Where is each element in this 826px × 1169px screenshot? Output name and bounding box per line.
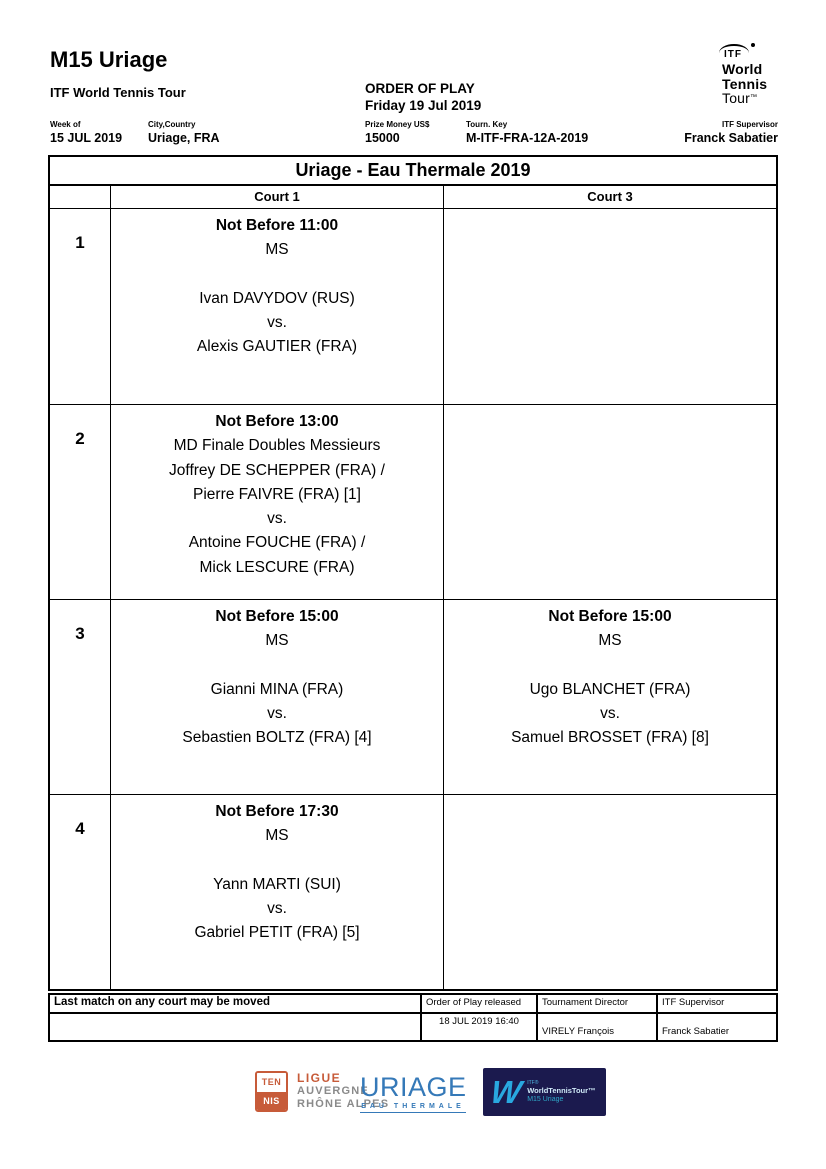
- match-line: Antoine FOUCHE (FRA) /: [188, 534, 366, 552]
- match-line: Alexis GAUTIER (FRA): [196, 338, 358, 356]
- court1-column-header: Court 1: [254, 189, 300, 204]
- released-label: Order of Play released: [422, 995, 536, 1012]
- match-line: Joffrey DE SCHEPPER (FRA) /: [169, 461, 385, 479]
- tourn-key-value: M-ITF-FRA-12A-2019: [466, 131, 589, 145]
- itf-supervisor-footer-label: ITF Supervisor: [658, 995, 776, 1012]
- court3-match-cell: [443, 600, 776, 794]
- wtt-itf-abbr: ITF®: [527, 1080, 539, 1086]
- court3-match-cell: [443, 209, 776, 404]
- match-line: MS: [265, 241, 289, 259]
- itf-supervisor-footer-value: Franck Sabatier: [658, 1014, 776, 1040]
- match-line: [111, 849, 443, 873]
- schedule-rows: [50, 209, 776, 989]
- order-of-play-heading: [365, 80, 481, 114]
- ligue-line3: RHÔNE ALPES: [297, 1098, 390, 1110]
- match-line: Not Before 13:00: [215, 413, 339, 430]
- match-line: [444, 654, 776, 678]
- uriage-eau-thermale-logo: [360, 1073, 466, 1113]
- itf-supervisor-value: Franck Sabatier: [684, 131, 778, 145]
- itf-word-tour: Tour™: [722, 90, 758, 106]
- week-of-label: Week of: [50, 120, 81, 129]
- schedule-row: [50, 209, 776, 404]
- order-of-play-date: Friday 19 Jul 2019: [365, 98, 482, 113]
- schedule-header-row: [50, 186, 776, 209]
- world-tennis-tour-event-logo: [483, 1068, 606, 1116]
- ligue-line2: AUVERGNE: [297, 1085, 369, 1097]
- schedule-table: [48, 155, 778, 991]
- week-of-value: 15 JUL 2019: [50, 131, 123, 145]
- match-line: Not Before 15:00: [215, 608, 339, 625]
- match-line: MD Finale Doubles Messieurs: [173, 437, 381, 455]
- uriage-tagline: EAU THERMALE: [360, 1103, 466, 1113]
- released-value: 18 JUL 2019 16:40: [422, 1014, 536, 1040]
- uriage-wordmark: URIAGE: [360, 1072, 467, 1102]
- tournament-director-label: Tournament Director: [538, 995, 656, 1012]
- court3-match-cell: [443, 405, 776, 599]
- page-title: M15 Uriage: [50, 47, 168, 72]
- match-line: MS: [265, 827, 289, 845]
- match-line: vs.: [600, 705, 620, 723]
- order-of-play-label: ORDER OF PLAY: [365, 81, 475, 96]
- tennis-box-top: TEN: [257, 1073, 286, 1092]
- wtt-event-name: M15 Uriage: [527, 1096, 564, 1103]
- footer-table: [48, 993, 778, 1042]
- wtt-name: WorldTennisTour™: [527, 1086, 596, 1095]
- last-match-note: Last match on any court may be moved: [50, 995, 420, 1012]
- match-line: Mick LESCURE (FRA): [199, 558, 355, 576]
- match-line: vs.: [267, 900, 287, 918]
- match-line: Gianni MINA (FRA): [210, 680, 344, 698]
- itf-world-tennis-tour-logo: [722, 46, 792, 106]
- itf-dot-icon: [751, 43, 755, 47]
- tournament-title: Uriage - Eau Thermale 2019: [48, 155, 778, 186]
- tennis-box-icon: [255, 1071, 288, 1112]
- match-line: [111, 263, 443, 287]
- footer-empty-cell: [50, 1014, 420, 1040]
- itf-supervisor-label: ITF Supervisor: [721, 120, 778, 129]
- court1-match-cell: [111, 209, 443, 404]
- match-line: Sebastien BOLTZ (FRA) [4]: [182, 729, 372, 747]
- tour-subtitle: ITF World Tennis Tour: [50, 85, 186, 100]
- match-number: 3: [50, 600, 111, 794]
- match-number: 4: [50, 795, 111, 989]
- match-line: vs.: [267, 510, 287, 528]
- schedule-row: [50, 404, 776, 599]
- match-line: Gabriel PETIT (FRA) [5]: [194, 924, 360, 942]
- itf-abbr: ITF: [724, 49, 742, 60]
- court3-match-cell: [443, 795, 776, 989]
- ligue-line1: LIGUE: [297, 1071, 342, 1085]
- itf-word-tennis: Tennis: [722, 75, 768, 92]
- court1-match-cell: [111, 795, 443, 989]
- match-line: Samuel BROSSET (FRA) [8]: [511, 729, 709, 747]
- court1-match-cell: [111, 600, 443, 794]
- schedule-row: [50, 794, 776, 989]
- match-line: Not Before 17:30: [215, 803, 339, 820]
- match-number: 1: [50, 209, 111, 404]
- tennis-box-bottom: NIS: [257, 1092, 286, 1111]
- match-line: Not Before 11:00: [215, 217, 339, 234]
- match-line: Ivan DAVYDOV (RUS): [199, 289, 355, 307]
- match-line: Not Before 15:00: [548, 608, 672, 625]
- tourn-key-label: Tourn. Key: [466, 120, 508, 129]
- city-country-value: Uriage, FRA: [148, 131, 220, 145]
- match-line: Yann MARTI (SUI): [213, 875, 341, 893]
- match-line: vs.: [267, 705, 287, 723]
- match-line: MS: [265, 632, 289, 650]
- prize-money-label: Prize Money US$: [365, 120, 430, 129]
- schedule-body: [48, 186, 778, 991]
- court1-match-cell: [111, 405, 443, 599]
- match-line: Pierre FAIVRE (FRA) [1]: [193, 485, 361, 503]
- tournament-director-value: VIRELY François: [538, 1014, 656, 1040]
- match-line: vs.: [267, 314, 287, 332]
- court3-column-header: Court 3: [443, 186, 776, 208]
- match-line: [111, 654, 443, 678]
- match-line: MS: [598, 632, 622, 650]
- schedule-row: [50, 599, 776, 794]
- itf-word-world: World: [722, 61, 763, 77]
- match-line: Ugo BLANCHET (FRA): [529, 680, 691, 698]
- city-country-label: City,Country: [148, 120, 196, 129]
- wtt-text: [527, 1080, 595, 1104]
- match-number-column-header: [50, 186, 111, 208]
- match-number: 2: [50, 405, 111, 599]
- prize-money-value: 15000: [365, 131, 400, 145]
- wtt-w-icon: W: [488, 1074, 524, 1110]
